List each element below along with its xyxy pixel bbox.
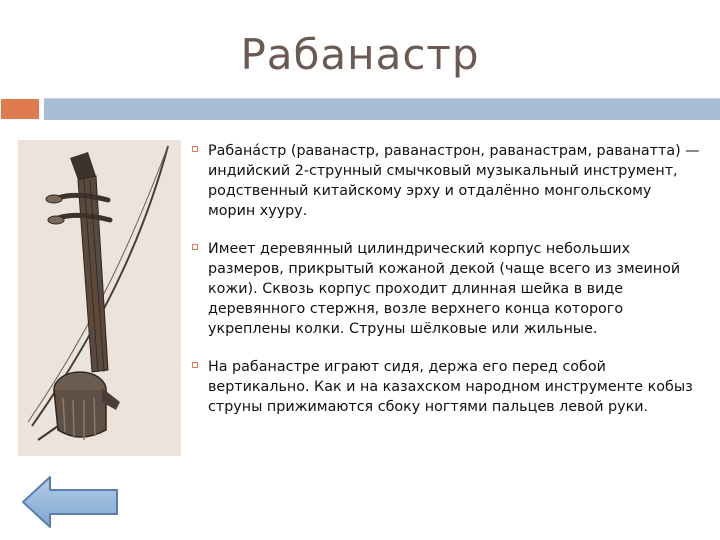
header-band-accent [0, 98, 40, 120]
slide-content [192, 141, 702, 435]
paragraph-2 [192, 239, 702, 339]
slide-title: Рабанастр [240, 30, 480, 79]
paragraph-text: Имеет деревянный цилиндрический корпус небольших размеров, прикрытый кожаной декой (чаще всего из змеиной кожи). Сквозь корпус проходит длинная шейка в виде деревянного стержня, возле верхнего конца которого укреплены колки. Струны шёлковые или жильные. [208, 241, 681, 337]
paragraph-text: Рабана́стр (раванастр, раванастрон, раванастрам, раванатта) — индийский 2-струнный смычковый музыкальный инструмент, родственный китайскому эрху и отдалённо монгольскому морин хууру. [208, 143, 700, 219]
paragraph-1 [192, 141, 702, 221]
paragraph-text: На рабанастре играют сидя, держа его перед собой вертикально. Как и на казахском народном инструменте кобыз струны прижимаются сбоку ногтями пальцев левой руки. [208, 359, 693, 415]
back-arrow-button[interactable] [20, 474, 120, 530]
square-bullet-icon [192, 146, 198, 152]
left-arrow-icon [20, 474, 120, 530]
square-bullet-icon [192, 244, 198, 250]
paragraph-3 [192, 357, 702, 417]
ravanastron-drawing [18, 140, 181, 456]
instrument-illustration [18, 140, 181, 456]
square-bullet-icon [192, 362, 198, 368]
header-band [44, 98, 720, 120]
